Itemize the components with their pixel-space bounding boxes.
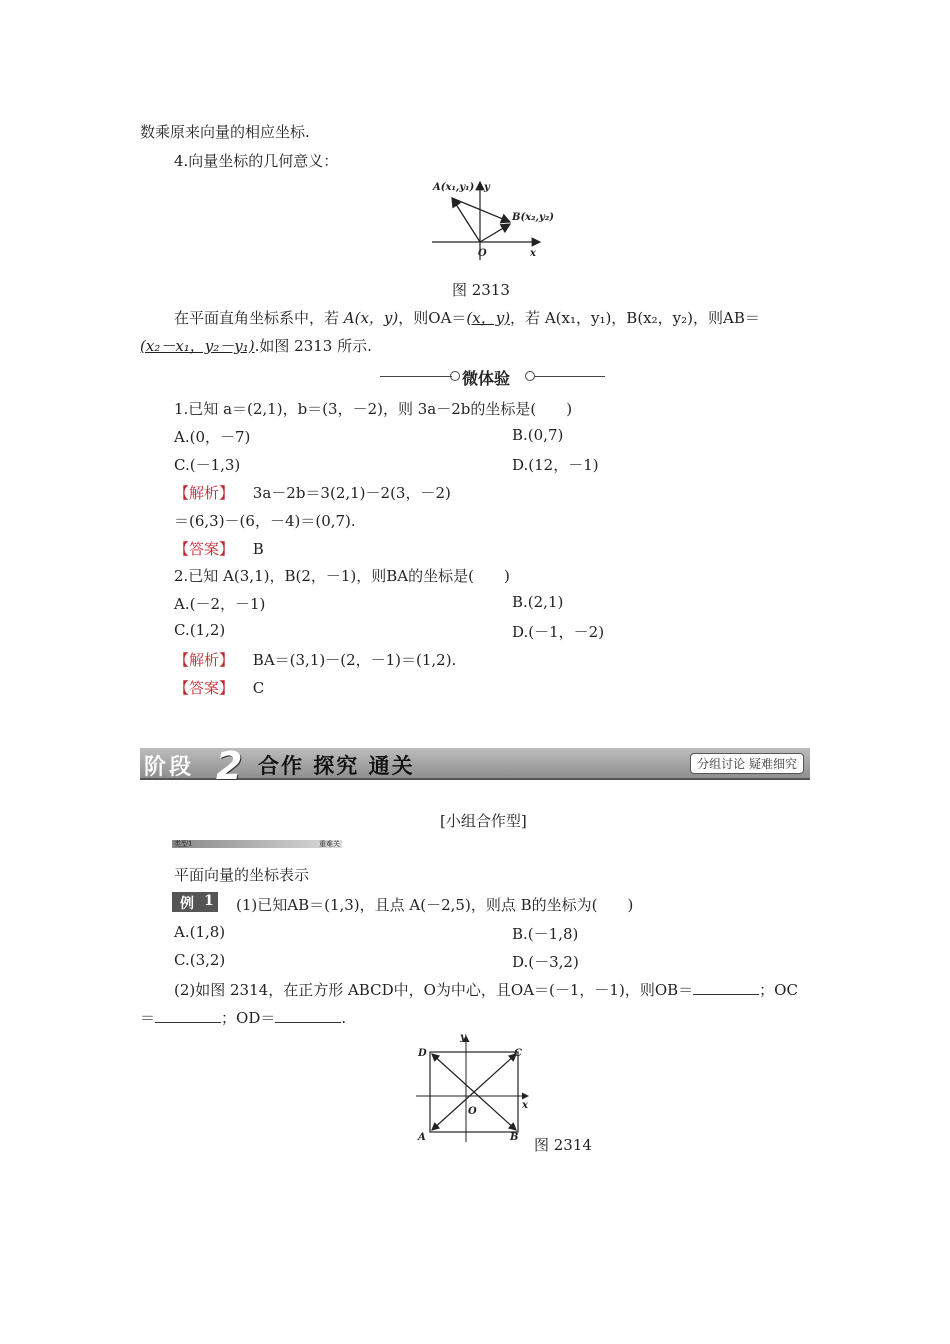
figure-2313-caption: 图 2313	[452, 281, 510, 299]
q2-answer: C	[252, 679, 265, 697]
q2-option-c: C.(1,2)	[174, 621, 226, 639]
example-badge-number: 1	[204, 893, 214, 909]
figure-2314	[410, 1030, 540, 1148]
part2-text-a: (2)如图 2314，在正方形 ABCD中，O为中心，且OA＝(－1，－1)，则OB＝	[174, 981, 694, 999]
label-x: x	[522, 1100, 528, 1111]
q2-stem: 2.已知 A(3,1)，B(2，－1)，则BA的坐标是( )	[174, 567, 510, 585]
q1-stem: 1.已知 a＝(2,1)，b＝(3，－2)，则 3a－2b的坐标是( )	[174, 400, 573, 418]
paragraph-line-1	[174, 307, 760, 328]
banner-tag: 分组讨论 疑难细究	[690, 753, 804, 774]
part2-text-d: ；OD＝	[221, 1009, 276, 1027]
q1-option-c: C.(－1,3)	[174, 456, 241, 474]
example-stem: (1)已知AB＝(1,3)，且点 A(－2,5)，则点 B的坐标为( )	[236, 896, 634, 914]
divider-title: 微体验	[462, 369, 511, 388]
type-bar	[172, 840, 342, 848]
vector-od	[432, 1054, 474, 1092]
q1-analysis-2: ＝(6,3)－(6，－4)＝(0,7).	[174, 512, 356, 530]
part2-text-c: ＝	[140, 1009, 156, 1027]
q2-answer-tag: 【答案】	[174, 679, 235, 697]
divider-dot-right	[525, 371, 535, 381]
example-badge	[172, 892, 218, 912]
section-type: [小组合作型]	[440, 812, 527, 830]
q1-answer-line	[174, 538, 264, 559]
para-text-1: 在平面直角坐标系中，若	[174, 309, 344, 327]
q2-analysis-tag: 【解析】	[174, 651, 235, 669]
stage-banner	[140, 744, 810, 788]
label-b: B(x₂,y₂)	[512, 212, 554, 223]
label-b: B	[510, 1132, 519, 1143]
q1-option-b: B.(0,7)	[512, 426, 564, 444]
label-d: D	[418, 1048, 427, 1059]
part2-text-e: .	[341, 1009, 347, 1027]
q2-analysis: BA＝(3,1)－(2，－1)＝(1,2).	[252, 651, 457, 669]
vector-ob	[474, 1092, 516, 1130]
blank-od[interactable]	[275, 1010, 341, 1023]
divider-dot-left	[450, 371, 460, 381]
para-answer-ab: (x₂－x₁，y₂－y₁)	[140, 337, 255, 355]
vector-ob	[480, 224, 510, 242]
q1-answer: B	[252, 540, 264, 558]
q1-analysis-tag: 【解析】	[174, 484, 235, 502]
point-4-heading: 4.向量坐标的几何意义：	[174, 152, 339, 170]
label-a: A	[418, 1132, 426, 1143]
paragraph-line-2	[140, 335, 372, 356]
label-a: A(x₁,y₁)	[433, 182, 475, 193]
q2-option-d: D.(－1，－2)	[512, 623, 605, 641]
example-option-b: B.(－1,8)	[512, 925, 579, 943]
banner-title: 合作 探究 通关	[258, 754, 415, 778]
vector-oa	[452, 198, 480, 242]
banner-stage: 阶段	[144, 755, 195, 780]
example-option-a: A.(1,8)	[174, 923, 226, 941]
figure-2314-caption: 图 2314	[534, 1136, 592, 1154]
q1-analysis-1: 3a－2b＝3(2,1)－2(3，－2)	[252, 484, 451, 502]
label-c: C	[514, 1048, 522, 1059]
topic-title: 平面向量的坐标表示	[174, 866, 310, 884]
q1-answer-tag: 【答案】	[174, 540, 235, 558]
vector-ab	[452, 198, 510, 222]
example-part2-line-1	[174, 979, 798, 1000]
divider-line-right	[535, 376, 605, 377]
para-text-2: ，则OA＝	[398, 309, 467, 327]
example-option-c: C.(3,2)	[174, 951, 226, 969]
para-text-3: ，若 A(x₁，y₁)，B(x₂，y₂)，则AB＝	[510, 309, 760, 327]
label-o: O	[478, 248, 487, 259]
q2-analysis-line	[174, 649, 456, 670]
type-bar-right: 重难关	[319, 840, 340, 848]
q2-option-b: B.(2,1)	[512, 593, 564, 611]
example-option-d: D.(－3,2)	[512, 953, 579, 971]
q1-analysis-line-1	[174, 482, 451, 503]
divider-line-left	[380, 376, 452, 377]
q2-option-a: A.(－2，－1)	[174, 595, 266, 613]
q1-option-a: A.(0，－7)	[174, 428, 251, 446]
label-x: x	[530, 248, 536, 259]
label-y: y	[460, 1032, 466, 1043]
part2-text-b: ；OC	[759, 981, 798, 999]
figure-2313	[420, 176, 560, 266]
para-answer-oa: (x，y)	[466, 309, 511, 327]
vector-oc	[474, 1054, 516, 1092]
blank-ob[interactable]	[693, 982, 759, 995]
intro-line: 数乘原来向量的相应坐标.	[140, 123, 310, 141]
example-badge-label: 例	[180, 896, 194, 912]
type-bar-left: 类型1	[174, 840, 193, 848]
blank-oc[interactable]	[155, 1010, 221, 1023]
para-point-a: A(x，y)	[343, 309, 399, 327]
q2-answer-line	[174, 677, 264, 698]
example-part2-line-2	[140, 1007, 346, 1028]
banner-number: 2	[216, 744, 243, 788]
label-y: y	[484, 182, 490, 193]
q1-option-d: D.(12，－1)	[512, 456, 599, 474]
para-text-4: .如图 2313 所示.	[254, 337, 372, 355]
label-o: O	[468, 1106, 477, 1117]
